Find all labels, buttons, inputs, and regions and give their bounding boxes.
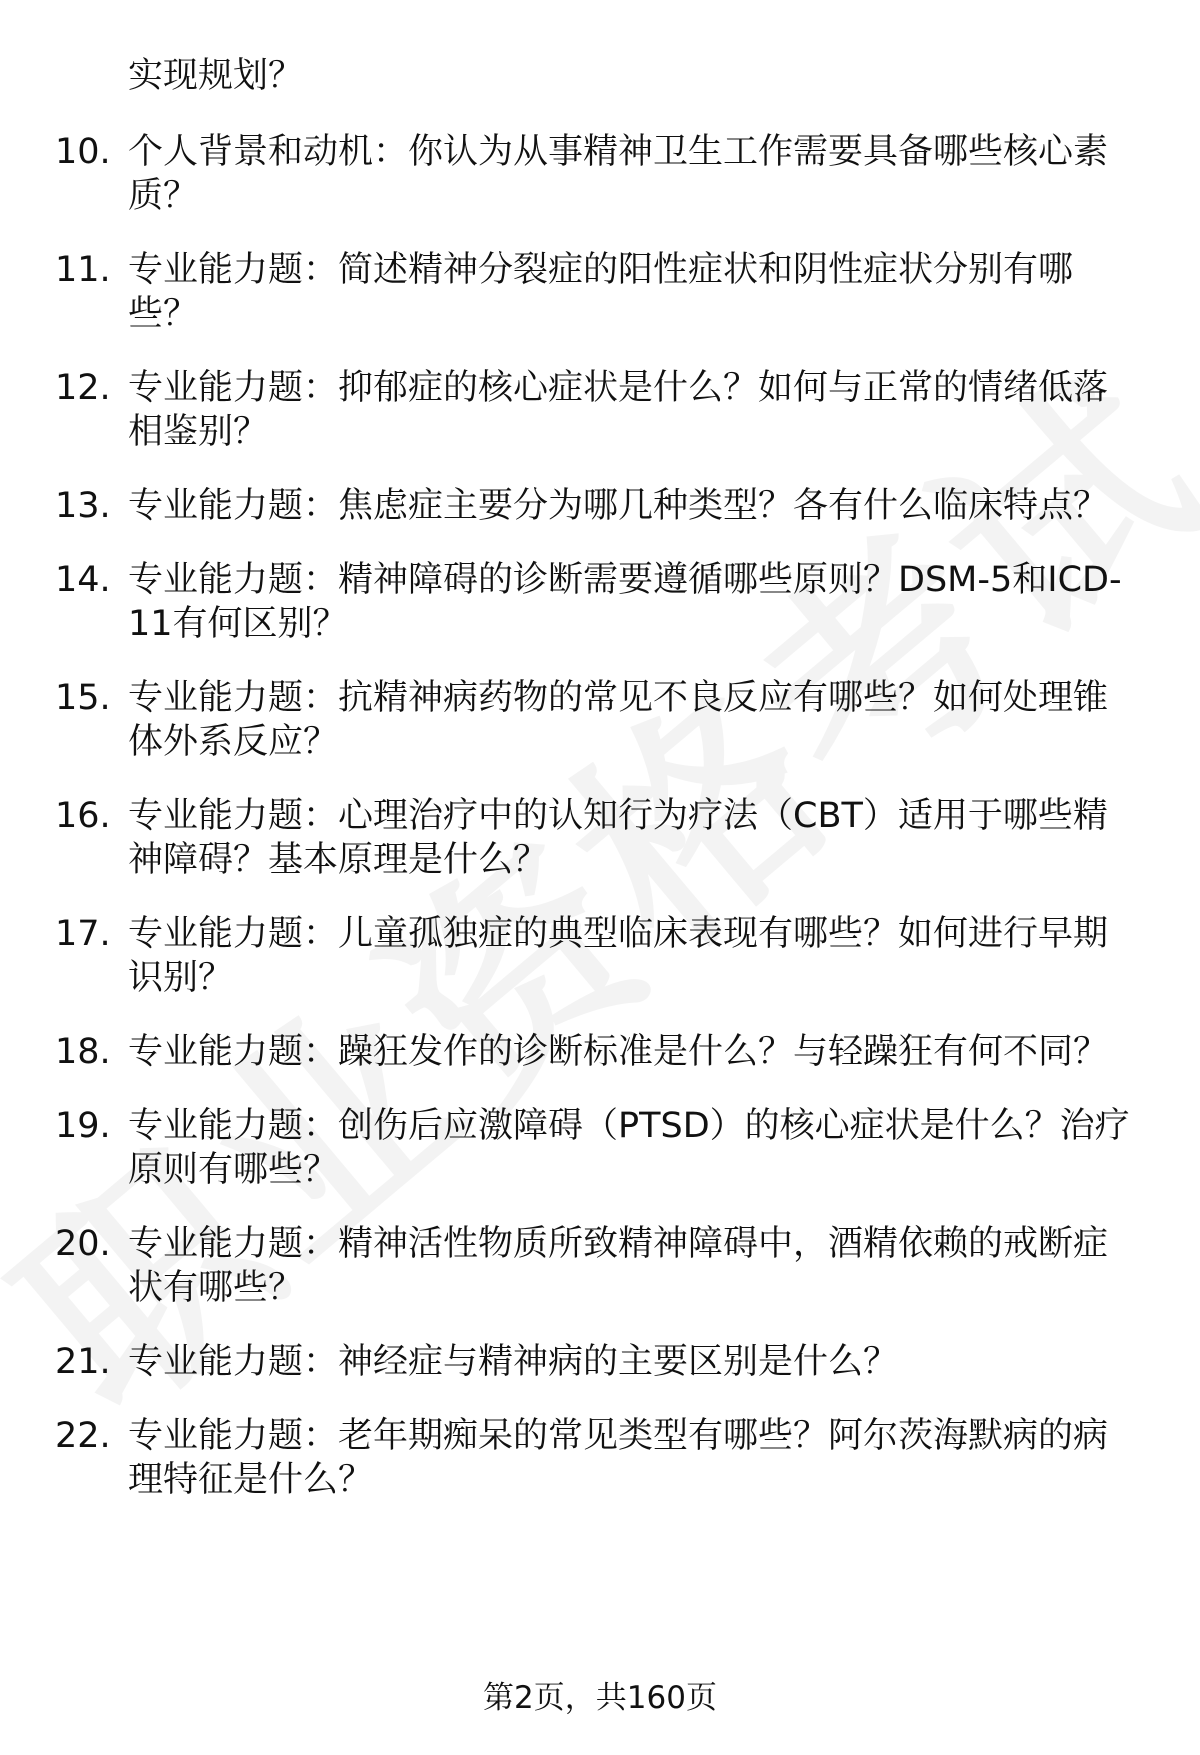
item-text-line: 相鉴别？ [128,412,269,452]
item-text-line: 体外系反应？ [128,722,339,762]
item-text-line: 11有何区别？ [128,604,348,644]
item-text-line: 专业能力题：儿童孤独症的典型临床表现有哪些？如何进行早期 [128,914,1109,954]
item-text-line: 状有哪些？ [128,1268,304,1308]
item-text-line: 专业能力题：创伤后应激障碍（PTSD）的核心症状是什么？治疗 [128,1106,1130,1146]
item-text-line: 专业能力题：精神活性物质所致精神障碍中，酒精依赖的戒断症 [128,1224,1109,1264]
continued-line: 实现规划？ [128,56,304,96]
item-text-line: 质？ [128,176,199,216]
item-number: 20. [55,1224,111,1264]
item-number: 11. [55,250,111,290]
item-number: 13. [55,486,111,526]
item-number: 22. [55,1416,111,1456]
item-text-line: 识别？ [128,958,234,998]
item-number: 12. [55,368,111,408]
item-text-line: 专业能力题：心理治疗中的认知行为疗法（CBT）适用于哪些精 [128,796,1108,836]
item-text-line: 个人背景和动机：你认为从事精神卫生工作需要具备哪些核心素 [128,132,1109,172]
item-text-line: 理特征是什么？ [128,1460,374,1500]
item-number: 21. [55,1342,111,1382]
item-text-line: 专业能力题：简述精神分裂症的阳性症状和阴性症状分别有哪 [128,250,1074,290]
item-text-line: 专业能力题：抑郁症的核心症状是什么？如何与正常的情绪低落 [128,368,1109,408]
item-text-line: 专业能力题：焦虑症主要分为哪几种类型？各有什么临床特点？ [128,486,1109,526]
item-text-line: 专业能力题：神经症与精神病的主要区别是什么？ [128,1342,899,1382]
item-text-line: 原则有哪些？ [128,1150,339,1190]
item-text-line: 专业能力题：抗精神病药物的常见不良反应有哪些？如何处理锥 [128,678,1109,718]
item-number: 19. [55,1106,111,1146]
item-number: 17. [55,914,111,954]
page-footer: 第2页，共160页 [483,1680,717,1716]
item-text-line: 专业能力题：老年期痴呆的常见类型有哪些？阿尔茨海默病的病 [128,1416,1109,1456]
item-number: 10. [55,132,111,172]
item-text-line: 专业能力题：躁狂发作的诊断标准是什么？与轻躁狂有何不同？ [128,1032,1109,1072]
item-number: 18. [55,1032,111,1072]
item-number: 16. [55,796,111,836]
item-number: 15. [55,678,111,718]
item-number: 14. [55,560,111,600]
item-text-line: 神障碍？基本原理是什么？ [128,840,549,880]
item-text-line: 专业能力题：精神障碍的诊断需要遵循哪些原则？DSM-5和ICD- [128,560,1122,600]
item-text-line: 些？ [128,294,199,334]
